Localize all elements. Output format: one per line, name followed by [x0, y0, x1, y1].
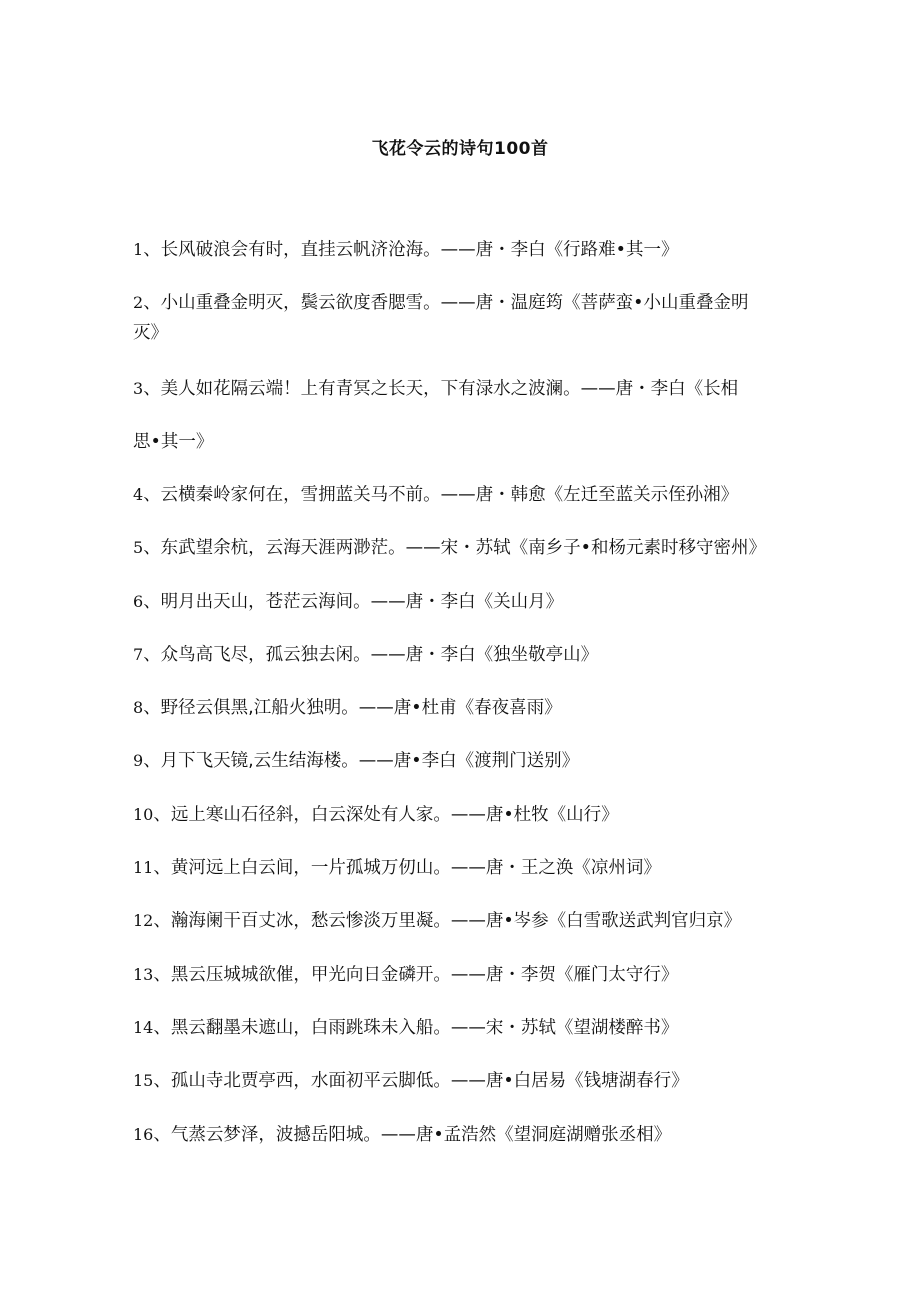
poem-line: [133, 590, 813, 614]
entry-number: 10: [133, 805, 154, 824]
entry-number: 5: [133, 538, 144, 557]
entry-number: 2: [133, 293, 144, 312]
poem-line: [133, 1069, 813, 1093]
entry-number: 11: [133, 858, 154, 877]
poem-text: 思•其一》: [133, 432, 214, 452]
entry-number: 13: [133, 965, 154, 984]
poem-line: [133, 803, 813, 827]
poem-line: [133, 963, 813, 987]
poem-line-continuation: [133, 321, 813, 345]
entry-number: 9: [133, 751, 144, 770]
poem-text: 、长风破浪会有时，直挂云帆济沧海。——唐・李白《行路难•其一》: [143, 240, 679, 260]
entry-number: 16: [133, 1125, 154, 1144]
poem-line: [133, 909, 813, 933]
poem-line: [133, 856, 813, 880]
poem-line: [133, 291, 813, 315]
poem-line: [133, 1123, 813, 1147]
entry-number: 7: [133, 645, 144, 664]
entry-number: 15: [133, 1071, 154, 1090]
poem-text: 、明月出天山，苍茫云海间。——唐・李白《关山月》: [143, 592, 564, 612]
poem-text: 、美人如花隔云端！上有青冥之长天，下有渌水之波澜。——唐・李白《长相: [143, 379, 739, 399]
document-title: 飞花令云的诗句100首: [371, 139, 549, 159]
poem-text: 、黑云翻墨未遮山，白雨跳珠未入船。——宋・苏轼《望湖楼醉书》: [153, 1018, 679, 1038]
entry-number: 1: [133, 240, 144, 259]
poem-text: 、东武望余杭，云海天涯两渺茫。——宋・苏轼《南乡子•和杨元素时移守密州》: [143, 538, 767, 558]
poem-text: 、众鸟高飞尽，孤云独去闲。——唐・李白《独坐敬亭山》: [143, 645, 599, 665]
poem-line: [133, 749, 813, 773]
poem-text: 、云横秦岭家何在，雪拥蓝关马不前。——唐・韩愈《左迁至蓝关示侄孙湘》: [143, 485, 739, 505]
poem-line-continuation: [133, 430, 813, 454]
poem-text: 、野径云俱黑,江船火独明。——唐•杜甫《春夜喜雨》: [143, 698, 562, 718]
entry-number: 8: [133, 698, 144, 717]
poem-text: 、气蒸云梦泽，波撼岳阳城。——唐•孟浩然《望洞庭湖赠张丞相》: [153, 1125, 672, 1145]
poem-line: [133, 483, 813, 507]
entry-number: 12: [133, 911, 154, 930]
poem-line: [133, 1016, 813, 1040]
poem-line: [133, 377, 813, 401]
poem-text: 、黄河远上白云间，一片孤城万仞山。——唐・王之涣《凉州词》: [153, 858, 661, 878]
poem-text: 灭》: [133, 323, 168, 343]
entry-number: 6: [133, 592, 144, 611]
poem-text: 、瀚海阑干百丈冰，愁云惨淡万里凝。——唐•岑参《白雪歌送武判官归京》: [153, 911, 742, 931]
poem-text: 、小山重叠金明灭，鬓云欲度香腮雪。——唐・温庭筠《菩萨蛮•小山重叠金明: [143, 293, 749, 313]
entry-number: 14: [133, 1018, 154, 1037]
poem-line: [133, 238, 813, 262]
poem-line: [133, 696, 813, 720]
poem-text: 、月下飞天镜,云生结海楼。——唐•李白《渡荆门送别》: [143, 751, 580, 771]
poem-line: [133, 536, 813, 560]
poem-text: 、孤山寺北贾亭西，水面初平云脚低。——唐•白居易《钱塘湖春行》: [153, 1071, 689, 1091]
poem-text: 、远上寒山石径斜，白云深处有人家。——唐•杜牧《山行》: [153, 805, 619, 825]
poem-line: [133, 643, 813, 667]
entry-number: 4: [133, 485, 144, 504]
entry-number: 3: [133, 379, 144, 398]
poem-text: 、黑云压城城欲催，甲光向日金磷开。——唐・李贺《雁门太守行》: [153, 965, 679, 985]
